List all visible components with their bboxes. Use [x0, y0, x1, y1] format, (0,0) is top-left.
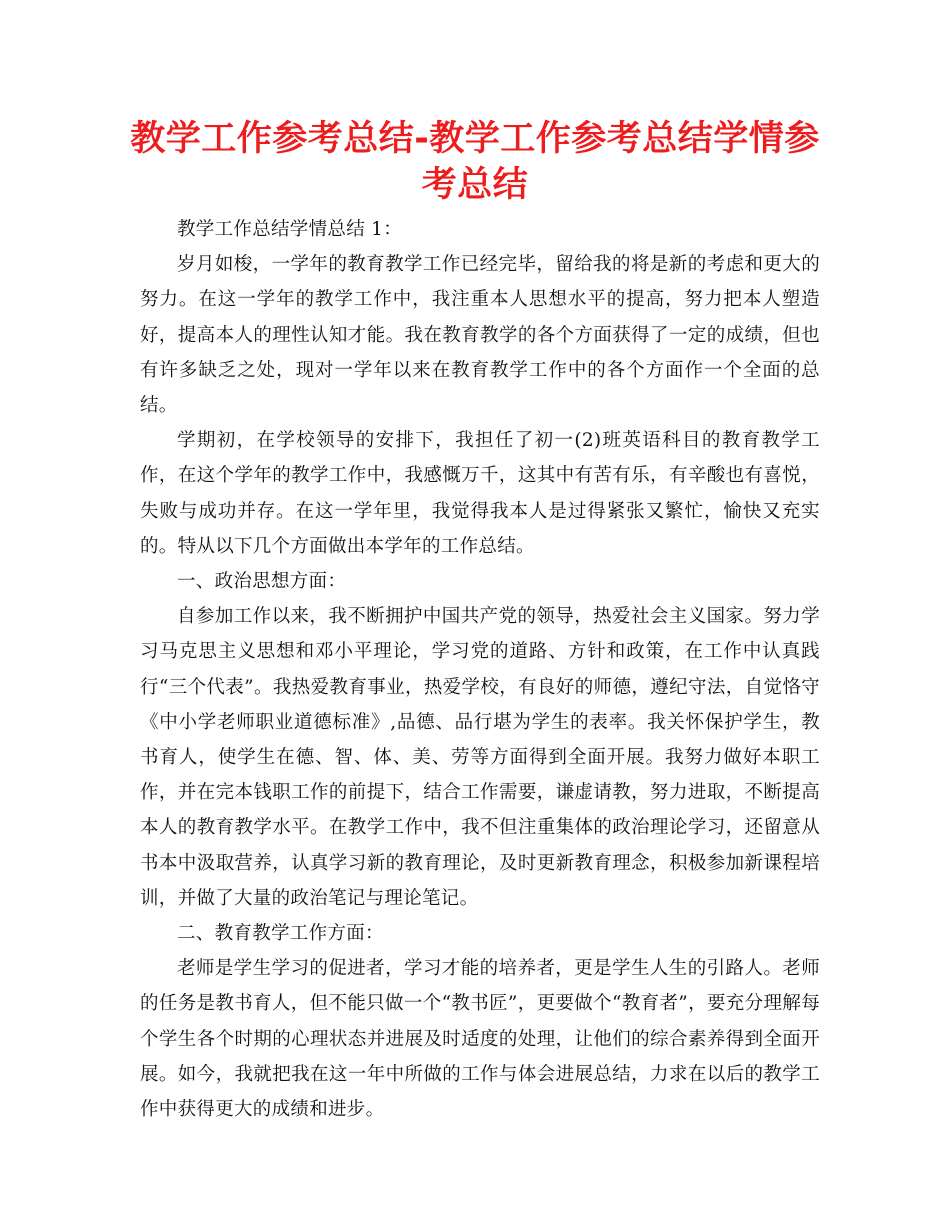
document-title: 教学工作参考总结-教学工作参考总结学情参考总结 [130, 119, 820, 205]
document-body [140, 212, 820, 1127]
paragraph-section-label: 教学工作总结学情总结 1： [177, 219, 403, 240]
paragraph-intro: 岁月如梭，一学年的教育教学工作已经完毕，留给我的将是新的考虑和更大的努力。在这一学年的教学工作中，我注重本人思想水平的提高，努力把本人塑造好，提高本人的理性认知才能。我在教育教学的各个方面获得了一定的成绩，但也有许多缺乏之处，现对一学年以来在教育教学工作中的各个方面作一个全面的总结。 [140, 254, 820, 417]
paragraph-political-thought: 自参加工作以来，我不断拥护中国共产党的领导，热爱社会主义国家。努力学习马克思主义思想和邓小平理论，学习党的道路、方针和政策，在工作中认真践行“三个代表”。我热爱教育事业，热爱学校，有良好的师德，遵纪守法，自觉恪守《中小学老师职业道德标准》,品德、品行堪为学生的表率。我关怀保护学生，教书育人，使学生在德、智、体、美、劳等方面得到全面开展。我努力做好本职工作，并在完本钱职工作的前提下，结合工作需要，谦虚请教，努力进取，不断提高本人的教育教学水平。在教学工作中，我不但注重集体的政治理论学习，还留意从书本中汲取营养，认真学习新的教育理论，及时更新教育理念，积极参加新课程培训，并做了大量的政治笔记与理论笔记。 [140, 606, 820, 909]
paragraph-semester: 学期初，在学校领导的安排下，我担任了初一(2)班英语科目的教育教学工作，在这个学年的教学工作中，我感慨万千，这其中有苦有乐，有辛酸也有喜悦，失败与成功并存。在这一学年里，我觉得我本人是过得紧张又繁忙，愉快又充实的。特从以下几个方面做出本学年的工作总结。 [140, 430, 820, 557]
heading-teaching-work: 二、教育教学工作方面： [177, 923, 384, 945]
heading-political-thought: 一、政治思想方面： [177, 571, 347, 593]
paragraph-teaching-work: 老师是学生学习的促进者，学习才能的培养者，更是学生人生的引路人。老师的任务是教书育人，但不能只做一个“教书匠”，更要做个“教育者”，要充分理解每个学生各个时期的心理状态并进展及时适度的处理，让他们的综合素养得到全面开展。如今，我就把我在这一年中所做的工作与体会进展总结，力求在以后的教学工作中获得更大的成绩和进步。 [140, 958, 820, 1121]
